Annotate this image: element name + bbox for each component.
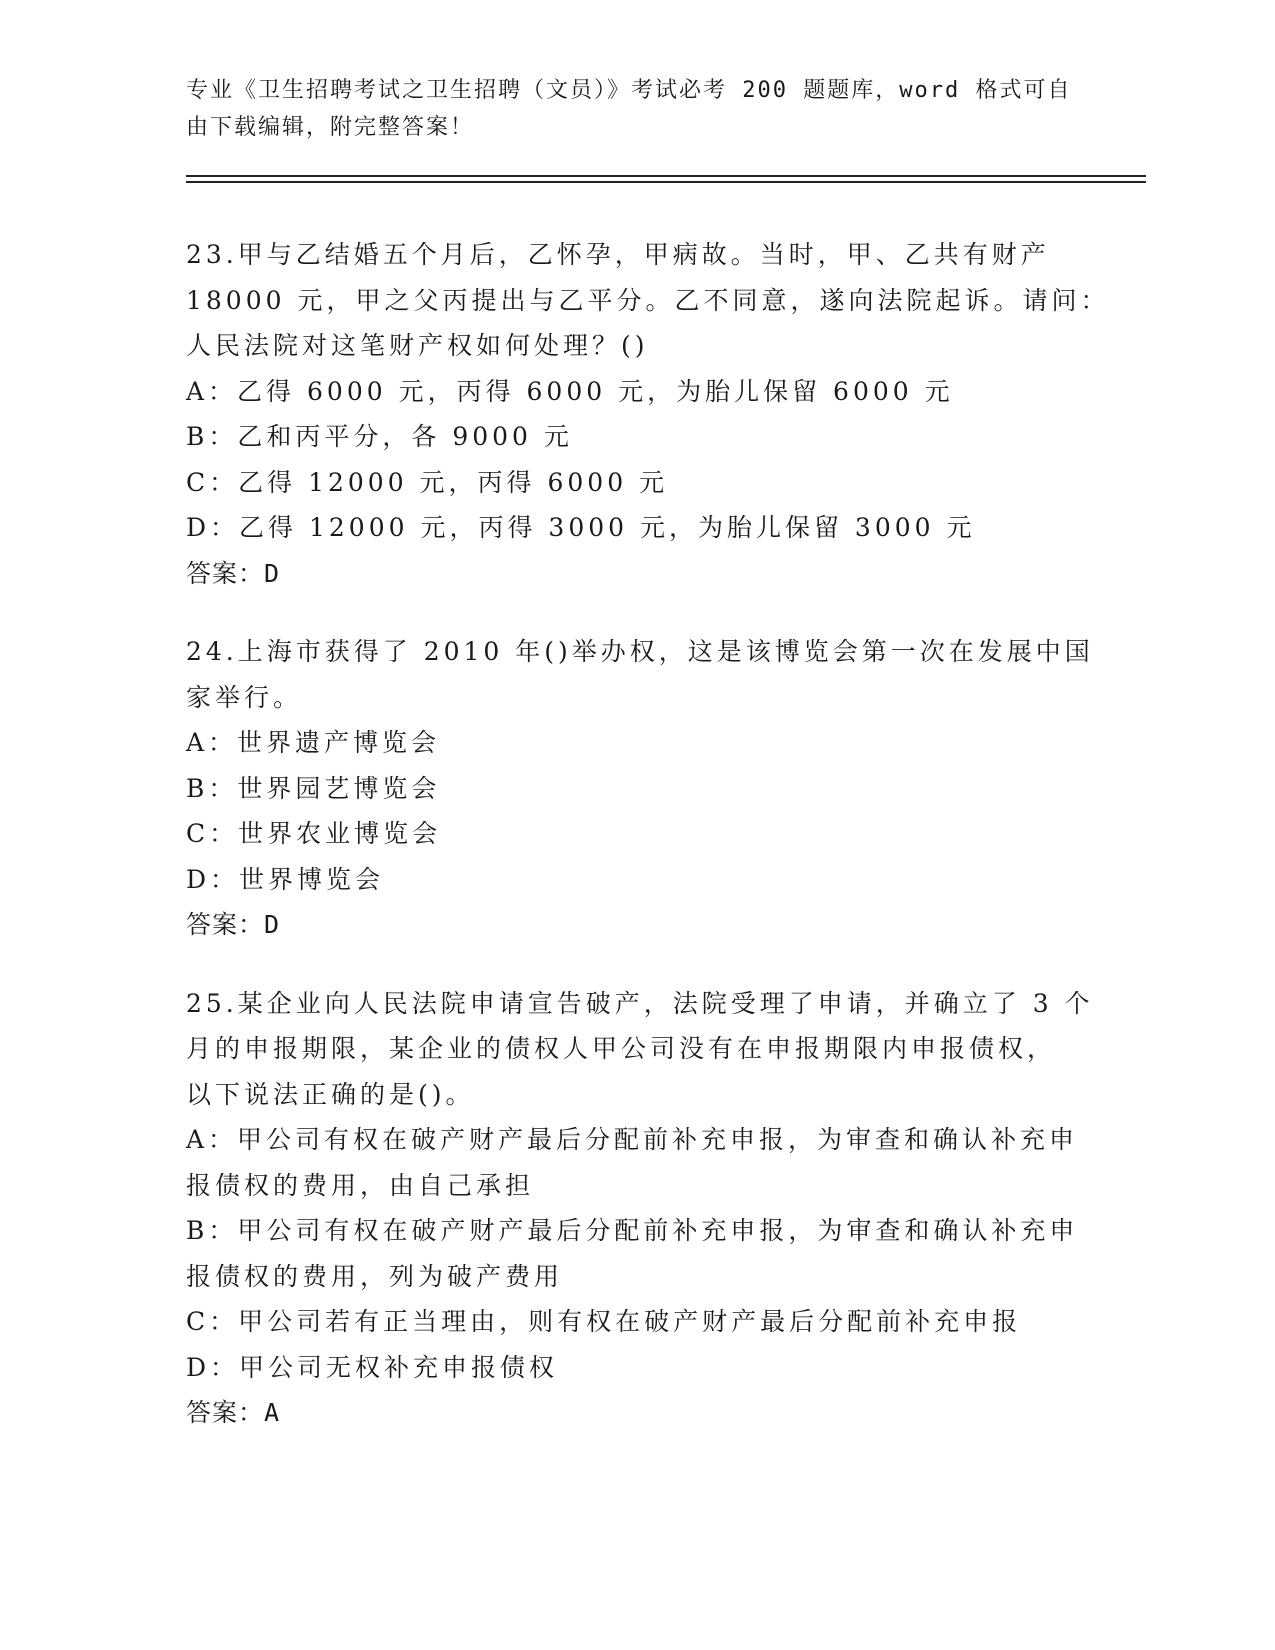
- option-d: D：甲公司无权补充申报债权: [186, 1352, 559, 1382]
- header-divider-bottom: [186, 181, 1146, 183]
- question-stem-line: 家举行。: [186, 682, 303, 712]
- option-c: C：甲公司若有正当理由，则有权在破产财产最后分配前补充申报: [186, 1307, 1022, 1336]
- option-b: B：甲公司有权在破产财产最后分配前补充申报，为审查和确认补充申: [186, 1216, 1079, 1245]
- question-23: [186, 232, 1110, 596]
- question-stem-line: 人民法院对这笔财产权如何处理？(): [186, 331, 649, 360]
- answer-line: 答案：D: [186, 558, 281, 588]
- question-24: [186, 629, 1094, 948]
- option-a-continued: 报债权的费用，由自己承担: [186, 1170, 535, 1200]
- option-b: B：乙和丙平分，各 9000 元: [186, 422, 573, 451]
- option-a: A：世界遗产博览会: [186, 728, 441, 757]
- question-stem-line: 月的申报期限，某企业的债权人甲公司没有在申报期限内申报债权，: [186, 1034, 1057, 1063]
- question-stem-line: 以下说法正确的是()。: [186, 1079, 475, 1109]
- option-b: B：世界园艺博览会: [186, 773, 441, 803]
- option-a: A：乙得 6000 元，丙得 6000 元，为胎儿保留 6000 元: [186, 376, 954, 406]
- option-d: D：世界博览会: [186, 864, 385, 894]
- header-line-1: 专业《卫生招聘考试之卫生招聘（文员）》考试必考 200 题题库，word 格式可自: [186, 78, 1072, 103]
- question-stem-line: 18000 元，甲之父丙提出与乙平分。乙不同意，遂向法院起诉。请问：: [186, 285, 1110, 315]
- option-c: C：世界农业博览会: [186, 819, 442, 848]
- header-divider-top: [186, 175, 1146, 177]
- option-d: D：乙得 12000 元，丙得 3000 元，为胎儿保留 3000 元: [186, 513, 976, 542]
- document-header: [186, 72, 1086, 146]
- question-stem-line: 23.甲与乙结婚五个月后，乙怀孕，甲病故。当时，甲、乙共有财产: [186, 240, 1050, 269]
- question-25: [186, 981, 1094, 1436]
- answer-line: 答案：A: [186, 1398, 281, 1427]
- option-a: A：甲公司有权在破产财产最后分配前补充申报，为审查和确认补充申: [186, 1125, 1079, 1154]
- question-stem-line: 24.上海市获得了 2010 年()举办权，这是该博览会第一次在发展中国: [186, 637, 1094, 666]
- header-line-2: 由下载编辑，附完整答案！: [186, 115, 475, 140]
- option-b-continued: 报债权的费用，列为破产费用: [186, 1261, 564, 1291]
- option-c: C：乙得 12000 元，丙得 6000 元: [186, 467, 669, 497]
- answer-line: 答案：D: [186, 910, 281, 939]
- question-stem-line: 25.某企业向人民法院申请宣告破产，法院受理了申请，并确立了 3 个: [186, 988, 1094, 1018]
- question-list: [186, 232, 1110, 1469]
